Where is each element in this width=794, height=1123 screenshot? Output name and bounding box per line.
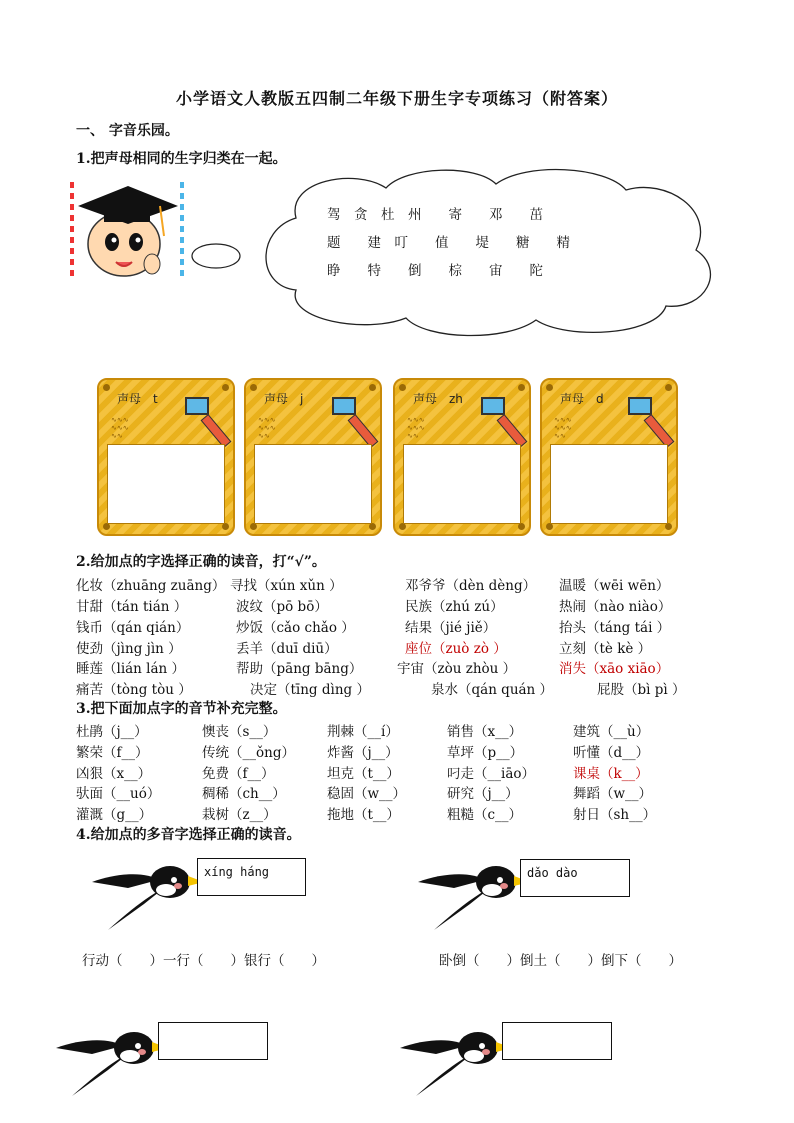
q2-item: 座位（zuò zò ） bbox=[405, 641, 507, 657]
q2-item: 屁股（bì pì ） bbox=[597, 682, 686, 698]
pencil-icon bbox=[201, 414, 232, 448]
question-2: 2.给加点的字选择正确的读音，打“√”。 bbox=[76, 554, 326, 570]
q3-item: 灌溉（g__） bbox=[76, 807, 153, 823]
scribble-decoration: ∿∿∿ ∿∿∿ ∿∿ bbox=[407, 416, 425, 440]
q3-item: 听懂（d__） bbox=[573, 745, 650, 761]
pencil-icon bbox=[497, 414, 528, 448]
scribble-decoration: ∿∿∿ ∿∿∿ ∿∿ bbox=[554, 416, 572, 440]
q2-item: 立刻（tè kè ） bbox=[559, 641, 652, 657]
q2-item: 寻找（xún xǔn ） bbox=[230, 578, 343, 594]
card-label: 声母 j bbox=[264, 392, 304, 406]
q2-item: 化妆（zhuāng zuāng） bbox=[76, 578, 226, 594]
q2-item: 热闹（nào niào） bbox=[559, 599, 672, 615]
q3-item: 凶狠（x__） bbox=[76, 766, 152, 782]
q3-item: 炸酱（j__） bbox=[327, 745, 399, 761]
q2-item: 结果（jié jiě） bbox=[405, 620, 497, 636]
q3-item: 叼走（__iāo） bbox=[447, 766, 535, 782]
monitor-icon bbox=[185, 397, 209, 415]
q3-item: 草坪（p__） bbox=[447, 745, 524, 761]
q2-item: 炒饭（cǎo chǎo ） bbox=[236, 620, 355, 636]
scribble-decoration: ∿∿∿ ∿∿∿ ∿∿ bbox=[111, 416, 129, 440]
section-heading: 一、 字音乐园。 bbox=[76, 123, 179, 139]
q2-item: 温暖（wēi wēn） bbox=[559, 578, 670, 594]
q3-item: 栽树（z__） bbox=[202, 807, 277, 823]
question-4: 4.给加点的多音字选择正确的读音。 bbox=[76, 827, 301, 843]
pinyin-choices-box: xíng háng bbox=[197, 858, 306, 896]
q2-item: 抬头（táng tái ） bbox=[559, 620, 671, 636]
q3-item: 荆棘（__í） bbox=[327, 724, 399, 740]
scribble-decoration: ∿∿∿ ∿∿∿ ∿∿ bbox=[258, 416, 276, 440]
q2-item: 民族（zhú zú） bbox=[405, 599, 504, 615]
initial-card-zh bbox=[393, 378, 531, 536]
monitor-icon bbox=[628, 397, 652, 415]
q2-item: 消失（xāo xiāo） bbox=[559, 661, 670, 677]
q2-item: 决定（tīng dìng ） bbox=[250, 682, 370, 698]
answer-area[interactable] bbox=[550, 444, 668, 524]
q3-item: 杜鹃（j__） bbox=[76, 724, 148, 740]
q3-item: 研究（j__） bbox=[447, 786, 519, 802]
q4-line-left: 行动（ ）一行（ ）银行（ ） bbox=[82, 953, 325, 969]
card-label: 声母 t bbox=[117, 392, 158, 406]
speech-cloud bbox=[186, 160, 722, 342]
swallow-icon bbox=[88, 852, 208, 932]
q3-item: 课桌（k__） bbox=[573, 766, 649, 782]
answer-area[interactable] bbox=[403, 444, 521, 524]
answer-area[interactable] bbox=[107, 444, 225, 524]
pinyin-choices-box-empty bbox=[502, 1022, 612, 1060]
q3-item: 拖地（t__） bbox=[327, 807, 400, 823]
page-title: 小学语文人教版五四制二年级下册生字专项练习（附答案） bbox=[175, 89, 618, 108]
student-avatar bbox=[68, 180, 188, 282]
cloud-chars-line-1: 驾 贪 杜 州 寄 邓 茁 bbox=[327, 207, 543, 223]
cloud-chars-line-2: 题 建 叮 值 堤 糖 精 bbox=[327, 235, 570, 251]
swallow-icon bbox=[52, 1018, 172, 1098]
q2-item: 帮助（pāng bāng） bbox=[236, 661, 363, 677]
q3-item: 粗糙（c__） bbox=[447, 807, 523, 823]
q2-item: 甘甜（tán tián ） bbox=[76, 599, 188, 615]
monitor-icon bbox=[481, 397, 505, 415]
q3-item: 驮面（__uó） bbox=[76, 786, 161, 802]
q2-item: 痛苦（tòng tòu ） bbox=[76, 682, 192, 698]
q4-line-right: 卧倒（ ）倒土（ ）倒下（ ） bbox=[439, 953, 682, 969]
pencil-icon bbox=[348, 414, 379, 448]
q3-item: 舞蹈（w__） bbox=[573, 786, 653, 802]
q3-item: 射日（sh__） bbox=[573, 807, 657, 823]
q3-item: 销售（x__） bbox=[447, 724, 523, 740]
pinyin-choices-box: dǎo dào bbox=[520, 859, 630, 897]
question-3: 3.把下面加点字的音节补充完整。 bbox=[76, 701, 287, 717]
swallow-icon bbox=[414, 852, 534, 932]
cloud-chars-line-3: 睁 特 倒 棕 宙 陀 bbox=[327, 263, 543, 279]
q2-item: 泉水（qán quán ） bbox=[431, 682, 554, 698]
pinyin-choices-box-empty bbox=[158, 1022, 268, 1060]
q2-item: 睡莲（lián lán ） bbox=[76, 661, 186, 677]
q2-item: 使劲（jìng jìn ） bbox=[76, 641, 182, 657]
initial-card-d bbox=[540, 378, 678, 536]
q3-item: 繁荣（f__） bbox=[76, 745, 149, 761]
q3-item: 建筑（__ù） bbox=[573, 724, 650, 740]
pencil-icon bbox=[644, 414, 675, 448]
q3-item: 免费（f__） bbox=[202, 766, 275, 782]
card-label: 声母 d bbox=[560, 392, 604, 406]
question-1: 1.把声母相同的生字归类在一起。 bbox=[76, 151, 287, 167]
swallow-icon bbox=[396, 1018, 516, 1098]
q3-item: 稳固（w__） bbox=[327, 786, 407, 802]
q2-item: 波纹（pō bō） bbox=[236, 599, 328, 615]
initial-card-j bbox=[244, 378, 382, 536]
q3-item: 懊丧（s__） bbox=[202, 724, 277, 740]
q2-item: 宇宙（zòu zhòu ） bbox=[397, 661, 517, 677]
answer-area[interactable] bbox=[254, 444, 372, 524]
q2-item: 丢羊（duī diū） bbox=[236, 641, 338, 657]
monitor-icon bbox=[332, 397, 356, 415]
initial-card-t bbox=[97, 378, 235, 536]
q3-item: 坦克（t__） bbox=[327, 766, 400, 782]
q2-item: 邓爷爷（dèn dèng） bbox=[405, 578, 537, 594]
q3-item: 稠稀（ch__） bbox=[202, 786, 286, 802]
q2-item: 钱币（qán qián） bbox=[76, 620, 190, 636]
q3-item: 传统（__ǒng） bbox=[202, 745, 295, 761]
card-label: 声母 zh bbox=[413, 392, 463, 406]
